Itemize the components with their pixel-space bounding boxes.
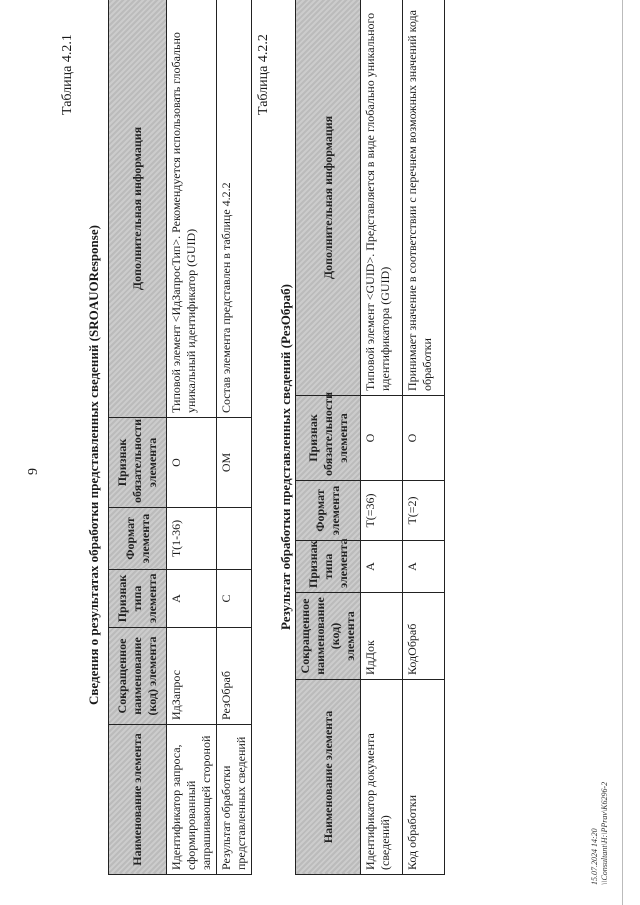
- table-cell: Типовой элемент <GUID>. Представляется в виде глобально уникального идентификатора (GUID): [361, 0, 403, 396]
- table-cell: Идентификатор документа (сведений): [361, 680, 403, 875]
- header-cell: Сокращенное наименование (код) элемента: [296, 593, 361, 680]
- header-cell: Дополнительная информация: [109, 0, 167, 418]
- table-4-2-2-caption: Результат обработки представленных сведений (РезОбраб): [278, 284, 293, 630]
- table-4-2-1: [108, 0, 252, 875]
- table-cell: РезОбраб: [217, 628, 252, 725]
- table-cell: А: [167, 570, 217, 628]
- table-row: [403, 0, 445, 875]
- header-cell: Признак типа элемента: [296, 541, 361, 593]
- table-row: [361, 0, 403, 875]
- header-cell: Признак обязательности элемента: [109, 418, 167, 508]
- table-cell: А: [403, 541, 445, 593]
- header-cell: Дополнительная информация: [296, 0, 361, 396]
- table-cell: О: [167, 418, 217, 508]
- stamp-date: 15.07.2024 14:20: [590, 828, 599, 885]
- table-cell: Принимает значение в соответствии с перечнем возможных значений кода обработки: [403, 0, 445, 396]
- print-stamp: [590, 782, 610, 885]
- table-cell: Код обработки: [403, 680, 445, 875]
- table-4-2-2: [295, 0, 445, 875]
- header-cell: Наименование элемента: [296, 680, 361, 875]
- table-cell: Идентификатор запроса, сформированный запрашивающей стороной: [167, 725, 217, 875]
- table-cell: О: [361, 396, 403, 481]
- table-cell: ИдДок: [361, 593, 403, 680]
- table-cell: Т(=36): [361, 481, 403, 541]
- header-cell: Сокращенное наименование (код) элемента: [109, 628, 167, 725]
- table-4-2-1-label: Таблица 4.2.1: [60, 34, 75, 115]
- table-4-2-2-label: Таблица 4.2.2: [256, 34, 271, 115]
- table-row: [217, 0, 252, 875]
- table-cell: [217, 508, 252, 570]
- header-cell: Признак обязательности элемента: [296, 396, 361, 481]
- table-header-row: [296, 0, 361, 875]
- table-cell: Результат обработки представленных сведений: [217, 725, 252, 875]
- stamp-path: \\Consultant\H:\PPrav\K6296-2: [600, 781, 609, 885]
- header-cell: Признак типа элемента: [109, 570, 167, 628]
- header-cell: Формат элемента: [296, 481, 361, 541]
- table-cell: С: [217, 570, 252, 628]
- table-cell: О: [403, 396, 445, 481]
- table-cell: ИдЗапрос: [167, 628, 217, 725]
- table-header-row: [109, 0, 167, 875]
- table-cell: КодОбраб: [403, 593, 445, 680]
- table-cell: А: [361, 541, 403, 593]
- header-cell: Формат элемента: [109, 508, 167, 570]
- table-row: [167, 0, 217, 875]
- table-cell: Типовой элемент <ИдЗапросТип>. Рекомендуется использовать глобально уникальный идентификатор (GUID): [167, 0, 217, 418]
- table-cell: Т(1-36): [167, 508, 217, 570]
- page-edge-divider: [622, 0, 623, 905]
- header-cell: Наименование элемента: [109, 725, 167, 875]
- page-number: 9: [26, 468, 41, 475]
- table-cell: Т(=2): [403, 481, 445, 541]
- table-cell: Состав элемента представлен в таблице 4.2.2: [217, 0, 252, 418]
- table-cell: ОМ: [217, 418, 252, 508]
- table-4-2-1-caption: Сведения о результатах обработки представленных сведений (SROAUOResponse): [86, 225, 101, 705]
